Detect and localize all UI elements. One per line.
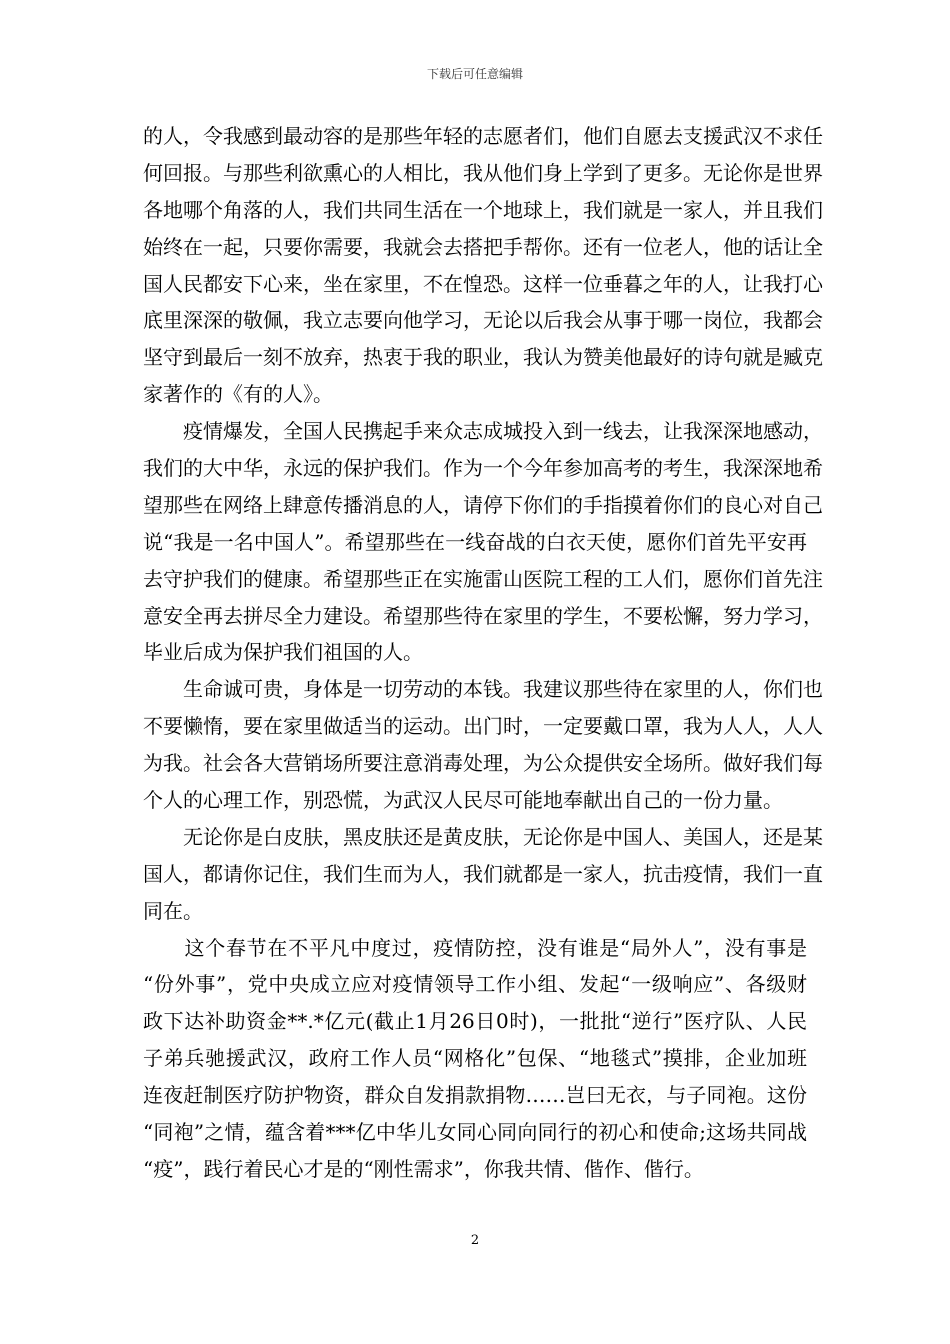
body-line: 坚守到最后一刻不放弃，热衷于我的职业，我认为赞美他最好的诗句就是臧克 [143,345,823,370]
body-line: 望那些在网络上肆意传播消息的人，请停下你们的手指摸着你们的良心对自己 [143,492,823,517]
body-line: 去守护我们的健康。希望那些正在实施雷山医院工程的工人们，愿你们首先注 [143,566,823,591]
page-number: 2 [470,1233,480,1248]
body-line: “同袍”之情，蕴含着***亿中华儿女同心同向同行的初心和使命;这场共同战 [143,1120,807,1145]
body-line: “疫”，践行着民心才是的“刚性需求”，你我共情、偕作、偕行。 [143,1156,704,1181]
page-header: 下载后可任意编辑 [426,67,523,81]
body-line: 何回报。与那些利欲熏心的人相比，我从他们身上学到了更多。无论你是世界 [143,160,823,185]
body-line: 生命诚可贵，身体是一切劳动的本钱。我建议那些待在家里的人，你们也 [143,677,823,702]
body-line: 疫情爆发，全国人民携起手来众志成城投入到一线去，让我深深地感动， [143,419,823,444]
body-line: 国人，都请你记住，我们生而为人，我们就都是一家人，抗击疫情，我们一直 [143,861,823,886]
body-line: 国人民都安下心来，坐在家里，不在惶恐。这样一位垂暮之年的人，让我打心 [143,271,823,296]
body-line: 毕业后成为保护我们祖国的人。 [143,640,423,665]
body-line: 我们的大中华，永远的保护我们。作为一个今年参加高考的考生，我深深地希 [143,456,823,481]
body-line: 这个春节在不平凡中度过，疫情防控，没有谁是“局外人”，没有事是 [143,935,807,960]
body-line: 始终在一起，只要你需要，我就会去搭把手帮你。还有一位老人，他的话让全 [143,234,823,259]
body-line: 同在。 [143,898,203,923]
body-line: “份外事”，党中央成立应对疫情领导工作小组、发起“一级响应”、各级财 [143,972,807,997]
body-line: 说“我是一名中国人”。希望那些在一线奋战的白衣天使，愿你们首先平安再 [143,529,807,554]
body-line: 政下达补助资金**.*亿元(截止1月26日0时)，一批批“逆行”医疗队、人民 [143,1009,807,1034]
body-line: 家著作的《有的人》。 [143,382,333,407]
body-line: 为我。社会各大营销场所要注意消毒处理，为公众提供安全场所。做好我们每 [143,751,823,776]
body-line: 个人的心理工作，别恐慌，为武汉人民尽可能地奉献出自己的一份力量。 [143,788,783,813]
body-line: 底里深深的敬佩，我立志要向他学习，无论以后我会从事于哪一岗位，我都会 [143,308,823,333]
body-line: 不要懒惰，要在家里做适当的运动。出门时，一定要戴口罩，我为人人，人人 [143,714,823,739]
body-line: 子弟兵驰援武汉，政府工作人员“网格化”包保、“地毯式”摸排，企业加班 [143,1046,807,1071]
body-line: 连夜赶制医疗防护物资，群众自发捐款捐物……岂曰无衣，与子同袍。这份 [143,1083,807,1108]
document-body [143,118,823,1188]
body-line: 意安全再去拼尽全力建设。希望那些待在家里的学生，不要松懈，努力学习， [143,603,823,628]
body-line: 的人，令我感到最动容的是那些年轻的志愿者们，他们自愿去支援武汉不求任 [143,124,823,148]
body-line: 无论你是白皮肤，黑皮肤还是黄皮肤，无论你是中国人、美国人，还是某 [143,824,823,849]
body-line: 各地哪个角落的人，我们共同生活在一个地球上，我们就是一家人，并且我们 [143,197,823,222]
